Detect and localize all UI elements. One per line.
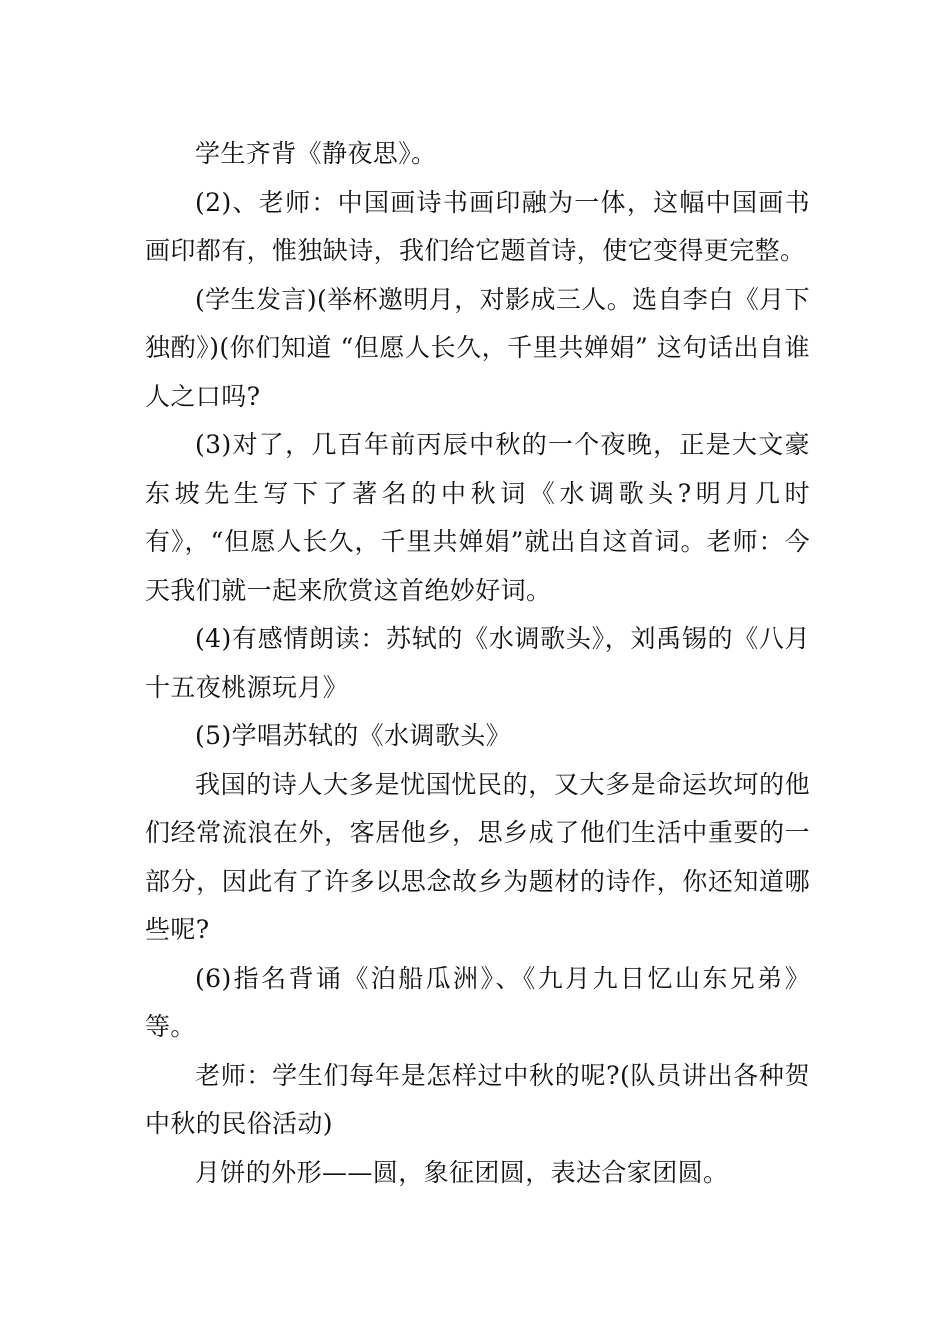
paragraph-dongpo-poem: (3)对了，几百年前丙辰中秋的一个夜晚，正是大文豪东坡先生写下了著名的中秋词《水调歌头?明月几时有》，“但愿人长久，千里共婵娟”就出自这首词。老师：今天我们就一起来欣赏这首绝妙好词。 bbox=[145, 430, 810, 605]
paragraph-emotional-reading: (4)有感情朗读：苏轼的《水调歌头》，刘禹锡的《八月十五夜桃源玩月》 bbox=[145, 624, 810, 702]
body-text bbox=[145, 130, 810, 1197]
paragraph-recite-poem: 学生齐背《静夜思》。 bbox=[195, 139, 437, 168]
paragraph-poets-homesick: 我国的诗人大多是忧国忧民的，又大多是命运坎坷的他们经常流浪在外，客居他乡，思乡成了他们生活中重要的一部分，因此有了许多以思念故乡为题材的诗作，你还知道哪些呢? bbox=[145, 769, 810, 944]
paragraph-teacher-painting: (2)、老师：中国画诗书画印融为一体，这幅中国画书画印都有，惟独缺诗，我们给它题首诗，使它变得更完整。 bbox=[145, 187, 810, 265]
paragraph-sing-song: (5)学唱苏轼的《水调歌头》 bbox=[195, 721, 512, 750]
paragraph-student-speech: (学生发言)(举杯邀明月，对影成三人。选自李白《月下独酌》)(你们知道 “但愿人长久，千里共婵娟” 这句话出自谁人之口吗? bbox=[145, 284, 810, 411]
paragraph-teacher-question: 老师：学生们每年是怎样过中秋的呢?(队员讲出各种贺中秋的民俗活动) bbox=[145, 1060, 810, 1138]
paragraph-mooncake: 月饼的外形——圆，象征团圆，表达合家团圆。 bbox=[195, 1157, 729, 1187]
paragraph-recitation: (6)指名背诵《泊船瓜洲》、《九月九日忆山东兄弟》等。 bbox=[145, 963, 810, 1041]
